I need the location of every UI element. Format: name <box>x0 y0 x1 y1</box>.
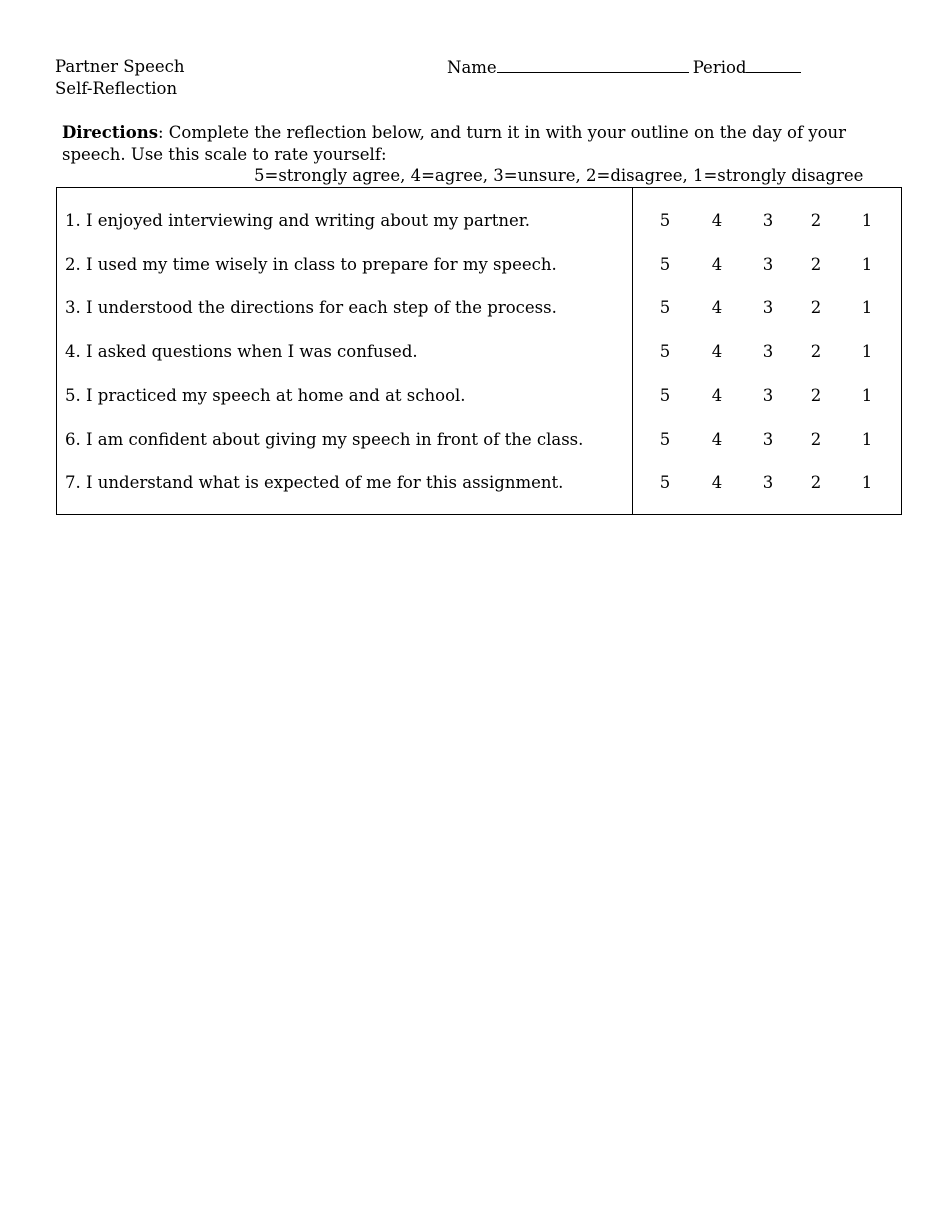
statement-text: 3. I understood the directions for each step of the process. <box>65 298 557 318</box>
rating-scale-legend: 5=strongly agree, 4=agree, 3=unsure, 2=disagree, 1=strongly disagree <box>254 166 864 185</box>
title-line-1: Partner Speech <box>55 57 185 76</box>
score-option-1[interactable]: 1 <box>861 254 873 274</box>
score-option-3[interactable]: 3 <box>762 254 774 274</box>
title-line-2: Self-Reflection <box>55 79 178 98</box>
statement-text: 4. I asked questions when I was confused. <box>65 342 418 362</box>
table-row <box>57 429 901 473</box>
statement-text: 7. I understand what is expected of me for this assignment. <box>65 473 564 493</box>
score-option-1[interactable]: 1 <box>861 429 873 449</box>
score-option-1[interactable]: 1 <box>861 342 873 362</box>
score-option-4[interactable]: 4 <box>711 473 723 493</box>
score-option-2[interactable]: 2 <box>810 473 822 493</box>
score-option-3[interactable]: 3 <box>762 429 774 449</box>
score-option-3[interactable]: 3 <box>762 473 774 493</box>
name-blank[interactable] <box>497 56 689 73</box>
score-option-4[interactable]: 4 <box>711 385 723 405</box>
table-row <box>57 341 901 385</box>
score-option-2[interactable]: 2 <box>810 342 822 362</box>
score-option-4[interactable]: 4 <box>711 254 723 274</box>
score-option-2[interactable]: 2 <box>810 254 822 274</box>
name-label: Name <box>447 58 497 77</box>
rating-table <box>56 187 902 515</box>
score-option-1[interactable]: 1 <box>861 385 873 405</box>
period-label: Period <box>692 58 747 77</box>
score-option-3[interactable]: 3 <box>762 342 774 362</box>
score-option-5[interactable]: 5 <box>659 385 671 405</box>
score-option-3[interactable]: 3 <box>762 298 774 318</box>
worksheet-title <box>55 56 185 100</box>
score-option-2[interactable]: 2 <box>810 211 822 230</box>
score-option-4[interactable]: 4 <box>711 298 723 318</box>
score-option-4[interactable]: 4 <box>711 429 723 449</box>
score-option-1[interactable]: 1 <box>861 473 873 493</box>
table-row <box>57 210 901 254</box>
score-option-3[interactable]: 3 <box>762 211 774 230</box>
table-row <box>57 385 901 429</box>
statement-text: 1. I enjoyed interviewing and writing about my partner. <box>65 211 531 230</box>
score-option-1[interactable]: 1 <box>861 298 873 318</box>
statement-text: 5. I practiced my speech at home and at school. <box>65 385 466 405</box>
period-blank[interactable] <box>746 56 801 73</box>
table-row <box>57 254 901 298</box>
score-option-5[interactable]: 5 <box>659 254 671 274</box>
score-option-5[interactable]: 5 <box>659 298 671 318</box>
directions <box>62 122 902 165</box>
table-row <box>57 472 901 516</box>
score-option-5[interactable]: 5 <box>659 473 671 493</box>
score-option-5[interactable]: 5 <box>659 429 671 449</box>
score-option-5[interactable]: 5 <box>659 211 671 230</box>
name-period-fields <box>447 56 801 79</box>
directions-label: Directions <box>62 123 158 142</box>
score-option-4[interactable]: 4 <box>711 342 723 362</box>
score-option-4[interactable]: 4 <box>711 211 723 230</box>
statement-text: 2. I used my time wisely in class to prepare for my speech. <box>65 254 557 274</box>
table-row <box>57 297 901 341</box>
score-option-1[interactable]: 1 <box>861 211 873 230</box>
statement-text: 6. I am confident about giving my speech in front of the class. <box>65 429 584 449</box>
directions-text: : Complete the reflection below, and turn it in with your outline on the day of your speech. Use this scale to rate yourself: <box>62 123 847 164</box>
score-option-3[interactable]: 3 <box>762 385 774 405</box>
score-option-2[interactable]: 2 <box>810 298 822 318</box>
score-option-5[interactable]: 5 <box>659 342 671 362</box>
score-option-2[interactable]: 2 <box>810 429 822 449</box>
score-option-2[interactable]: 2 <box>810 385 822 405</box>
